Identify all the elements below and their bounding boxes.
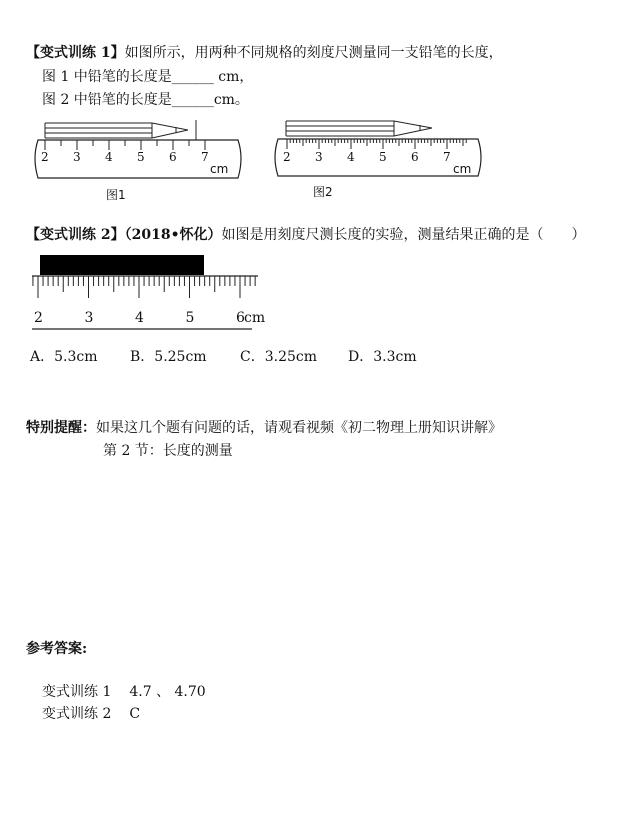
- tick-label: 3: [73, 150, 81, 164]
- figure-2-caption: 图2: [313, 185, 333, 199]
- ex1-q1-unit: cm，: [213, 69, 254, 85]
- ruler-3-unit: cm: [244, 310, 266, 326]
- tip-label: 特别提醒：: [26, 420, 96, 436]
- tick-label: 6: [236, 310, 245, 326]
- tick-label: 5: [185, 310, 195, 326]
- figure-1-caption: 图1: [106, 188, 126, 202]
- ex1-q1-prefix: 图 1 中铅笔的长度是: [42, 69, 172, 85]
- ex1-q2-prefix: 图 2 中铅笔的长度是: [42, 92, 172, 108]
- tick-label: 5: [137, 150, 145, 164]
- pencil-2: [286, 121, 432, 136]
- pencil-1: [45, 123, 188, 138]
- tick-label: 3: [84, 310, 94, 326]
- answer-row-1: [42, 681, 206, 701]
- ruler-2-ticks: [287, 139, 466, 149]
- ex1-heading: [26, 42, 503, 62]
- option-d[interactable]: D．3.3cm: [348, 349, 417, 365]
- ex1-question: 如图所示，用两种不同规格的刻度尺测量同一支铅笔的长度，: [124, 45, 503, 61]
- tip-line-1: [26, 417, 502, 437]
- ruler-2-unit: cm: [453, 162, 472, 176]
- tick-label: 4: [347, 150, 355, 164]
- ex2-bracket-close: 】: [110, 227, 125, 243]
- ruler-1-ticks: [45, 140, 205, 150]
- ex1-q2-unit: cm。: [213, 92, 249, 108]
- ex1-q1: [42, 66, 253, 86]
- tick-label: 3: [315, 150, 323, 164]
- ruler-1-unit: cm: [210, 162, 229, 176]
- answer-2-value: C: [129, 706, 141, 722]
- ruler-3-ticks: [33, 276, 255, 298]
- answers-heading: 参考答案:: [26, 641, 88, 657]
- tick-label: 2: [283, 150, 291, 164]
- answer-1-label: 变式训练 1: [42, 684, 112, 700]
- ex1-q2-blank: ______: [171, 92, 214, 108]
- tick-label: 2: [34, 310, 43, 326]
- tip-text-1: 如果这几个题有问题的话，请观看视频《初二物理上册知识讲解》: [96, 420, 502, 436]
- ex1-title: 变式训练 1: [40, 45, 111, 61]
- ex2-heading: [26, 224, 586, 244]
- measured-block: [40, 255, 204, 275]
- tick-label: 5: [379, 150, 387, 164]
- ex2-question: 如图是用刻度尺测长度的实验，测量结果正确的是（ ）: [221, 227, 586, 243]
- answer-1-value: 4.7 、 4.70: [129, 684, 206, 700]
- ex1-q2: [42, 89, 249, 109]
- ex2-bracket-open: 【: [26, 227, 40, 243]
- tick-label: 4: [105, 150, 113, 164]
- tick-label: 4: [135, 310, 144, 326]
- answer-row-2: [42, 703, 140, 723]
- ex2-title: 变式训练 2: [40, 227, 111, 243]
- tip-line-2: 第 2 节：长度的测量: [103, 443, 233, 459]
- tick-label: 2: [41, 150, 49, 164]
- ex1-q1-blank: ______: [171, 69, 214, 85]
- tick-label: 6: [411, 150, 419, 164]
- option-c[interactable]: C．3.25cm: [240, 349, 318, 365]
- tick-label: 7: [201, 150, 209, 164]
- ex2-source: （2018•怀化）: [124, 227, 222, 243]
- answer-2-label: 变式训练 2: [42, 706, 112, 722]
- tick-label: 7: [443, 150, 451, 164]
- ex1-bracket-open: 【: [26, 45, 40, 61]
- tick-label: 6: [169, 150, 177, 164]
- ex1-bracket-close: 】: [110, 45, 125, 61]
- option-a[interactable]: A．5.3cm: [30, 349, 98, 365]
- option-b[interactable]: B．5.25cm: [130, 349, 207, 365]
